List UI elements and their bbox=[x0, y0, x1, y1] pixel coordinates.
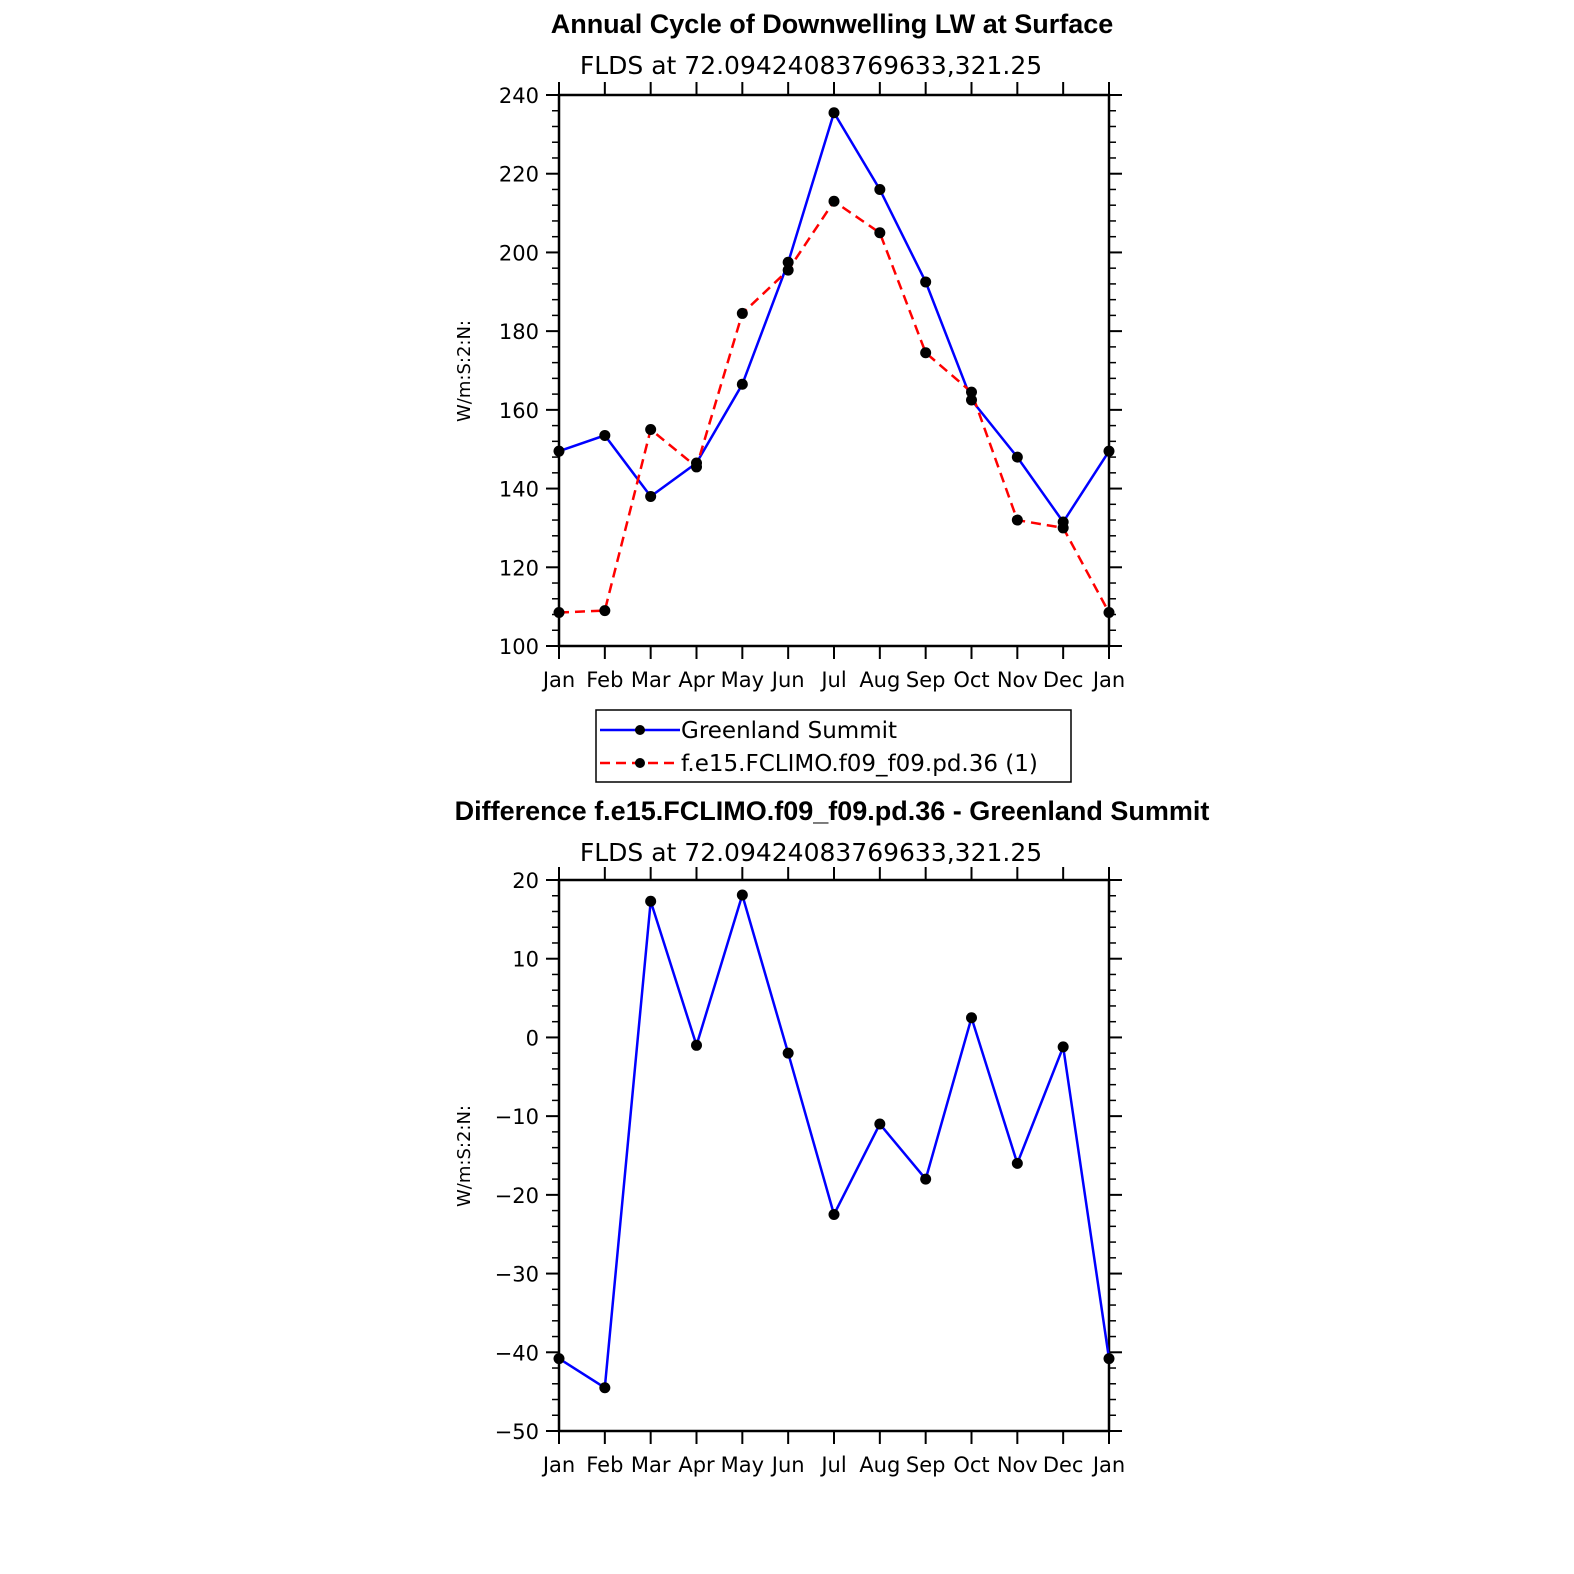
data-point bbox=[691, 461, 702, 472]
plot-area bbox=[499, 82, 1125, 692]
data-point bbox=[920, 347, 931, 358]
data-point bbox=[645, 491, 656, 502]
data-point bbox=[554, 1353, 565, 1364]
legend-label: Greenland Summit bbox=[681, 718, 898, 744]
series-line-1 bbox=[559, 201, 1109, 612]
data-point bbox=[599, 430, 610, 441]
x-tick-label: Jun bbox=[771, 668, 805, 692]
data-point bbox=[783, 1048, 794, 1059]
y-tick-label: −20 bbox=[494, 1183, 539, 1208]
y-tick-label: 160 bbox=[498, 398, 539, 423]
x-tick-label: Oct bbox=[953, 668, 990, 692]
data-point bbox=[1104, 607, 1115, 618]
legend bbox=[596, 710, 1071, 782]
y-tick-label: −40 bbox=[494, 1341, 539, 1366]
data-point bbox=[645, 424, 656, 435]
x-tick-label: Dec bbox=[1042, 668, 1084, 692]
y-tick-label: 140 bbox=[498, 477, 539, 502]
x-tick-label: Dec bbox=[1042, 1453, 1084, 1477]
data-point bbox=[874, 184, 885, 195]
data-point bbox=[1012, 515, 1023, 526]
y-tick-label: 100 bbox=[498, 635, 539, 659]
y-tick-label: 120 bbox=[498, 556, 539, 581]
x-tick-label: Jan bbox=[542, 668, 576, 692]
data-point bbox=[829, 1209, 840, 1220]
x-tick-label: Mar bbox=[630, 668, 671, 692]
y-tick-label: 20 bbox=[512, 869, 539, 893]
data-point bbox=[874, 227, 885, 238]
data-point bbox=[737, 379, 748, 390]
y-tick-label: −50 bbox=[494, 1420, 539, 1444]
x-tick-label: Mar bbox=[630, 1453, 671, 1477]
x-tick-label: Jan bbox=[1092, 668, 1126, 692]
data-point bbox=[1104, 1353, 1115, 1364]
legend-marker bbox=[635, 725, 645, 735]
data-point bbox=[1104, 446, 1115, 457]
difference-chart bbox=[454, 796, 1209, 1477]
x-tick-label: Sep bbox=[905, 668, 946, 692]
y-tick-label: 200 bbox=[498, 241, 539, 266]
data-point bbox=[599, 605, 610, 616]
data-point bbox=[874, 1119, 885, 1130]
y-axis-label: W/m:S:2:N: bbox=[454, 1105, 475, 1207]
plot-frame bbox=[559, 880, 1109, 1431]
data-point bbox=[599, 1382, 610, 1393]
x-tick-label: Sep bbox=[905, 1453, 946, 1477]
x-tick-label: May bbox=[720, 1453, 765, 1477]
y-tick-label: 0 bbox=[525, 1026, 539, 1051]
data-point bbox=[554, 446, 565, 457]
data-point bbox=[829, 196, 840, 207]
chart-title: Difference f.e15.FCLIMO.f09_f09.pd.36 - Greenland Summit bbox=[454, 796, 1210, 826]
x-tick-label: Nov bbox=[996, 1453, 1038, 1477]
x-tick-label: Jun bbox=[771, 1453, 805, 1477]
x-tick-label: Aug bbox=[859, 668, 901, 692]
data-point bbox=[966, 1012, 977, 1023]
annual-cycle-chart bbox=[454, 9, 1125, 692]
chart-subtitle: FLDS at 72.09424083769633,321.25 bbox=[579, 51, 1043, 80]
y-tick-label: 220 bbox=[498, 162, 539, 187]
chart-title: Annual Cycle of Downwelling LW at Surface bbox=[550, 9, 1114, 39]
x-tick-label: Apr bbox=[678, 1453, 715, 1477]
data-point bbox=[783, 265, 794, 276]
data-point bbox=[920, 276, 931, 287]
data-point bbox=[829, 107, 840, 118]
y-tick-label: 10 bbox=[512, 947, 539, 972]
data-point bbox=[920, 1174, 931, 1185]
x-tick-label: Feb bbox=[586, 1453, 624, 1477]
x-tick-label: Feb bbox=[586, 668, 624, 692]
data-point bbox=[645, 896, 656, 907]
chart-subtitle: FLDS at 72.09424083769633,321.25 bbox=[579, 838, 1043, 867]
data-point bbox=[554, 607, 565, 618]
x-tick-label: May bbox=[720, 668, 765, 692]
data-point bbox=[1012, 452, 1023, 463]
legend-label: f.e15.FCLIMO.f09_f09.pd.36 (1) bbox=[681, 751, 1038, 777]
y-tick-label: 240 bbox=[498, 84, 539, 108]
x-tick-label: Jul bbox=[821, 1453, 847, 1477]
data-point bbox=[691, 1040, 702, 1051]
data-point bbox=[966, 387, 977, 398]
x-tick-label: Oct bbox=[953, 1453, 990, 1477]
data-point bbox=[737, 308, 748, 319]
x-tick-label: Jan bbox=[1092, 1453, 1126, 1477]
legend-marker bbox=[635, 758, 645, 768]
series-line-0 bbox=[559, 113, 1109, 522]
plot-area bbox=[495, 867, 1126, 1477]
x-tick-label: Nov bbox=[996, 668, 1038, 692]
y-tick-label: 180 bbox=[498, 320, 539, 345]
data-point bbox=[737, 889, 748, 900]
x-tick-label: Aug bbox=[859, 1453, 901, 1477]
y-axis-label: W/m:S:2:N: bbox=[454, 320, 475, 422]
data-point bbox=[1058, 1041, 1069, 1052]
x-tick-label: Apr bbox=[678, 668, 715, 692]
x-tick-label: Jul bbox=[821, 668, 847, 692]
plot-frame bbox=[559, 95, 1109, 646]
y-tick-label: −10 bbox=[494, 1105, 539, 1130]
series-line-0 bbox=[559, 895, 1109, 1388]
data-point bbox=[1012, 1158, 1023, 1169]
data-point bbox=[1058, 522, 1069, 533]
x-tick-label: Jan bbox=[542, 1453, 576, 1477]
y-tick-label: −30 bbox=[494, 1262, 539, 1287]
